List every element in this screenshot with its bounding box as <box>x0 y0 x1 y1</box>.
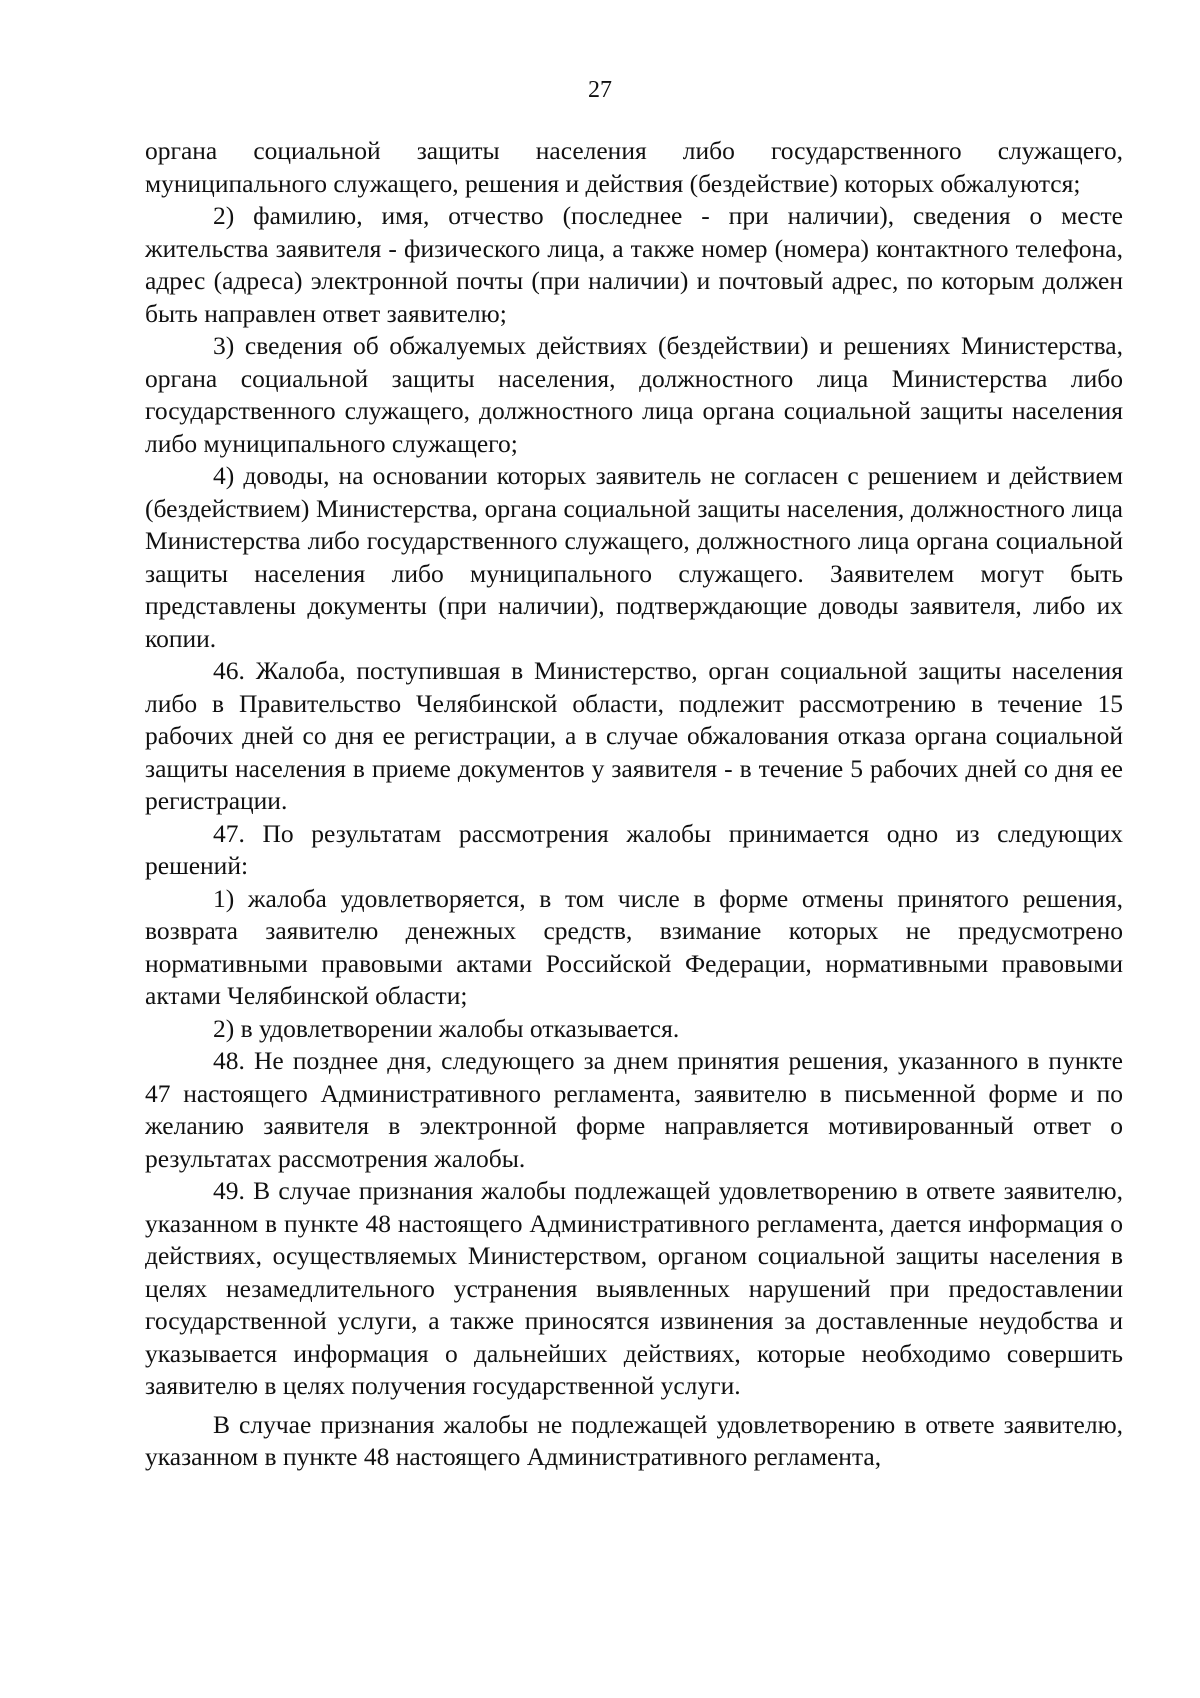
paragraph-continuation: органа социальной защиты населения либо государственного служащего, муниципального служащего, решения и действия (бездействие) которых обжалуются; <box>145 136 1123 198</box>
paragraph-item-3: 3) сведения об обжалуемых действиях (бездействии) и решениях Министерства, органа социальной защиты населения, должностного лица Министерства либо государственного служащего, должностного лица органа социальной защиты населения либо муниципального служащего; <box>145 331 1123 458</box>
paragraph-section-48: 48. Не позднее дня, следующего за днем принятия решения, указанного в пункте 47 настоящего Административного регламента, заявителю в письменной форме и по желанию заявителя в электронной форме направляется мотивированный ответ о результатах рассмотрения жалобы. <box>145 1046 1123 1173</box>
paragraph-section-47: 47. По результатам рассмотрения жалобы принимается одно из следующих решений: <box>145 818 1123 880</box>
paragraph-section-46: 46. Жалоба, поступившая в Министерство, орган социальной защиты населения либо в Правительство Челябинской области, подлежит рассмотрению в течение 15 рабочих дней со дня ее регистрации, а в случае обжалования отказа органа социальной защиты населения в приеме документов у заявителя - в течение 5 рабочих дней со дня ее регистрации. <box>145 656 1123 815</box>
paragraph-decision-1: 1) жалоба удовлетворяется, в том числе в форме отмены принятого решения, возврата заявителю денежных средств, взимание которых не предусмотрено нормативными правовыми актами Российской Федерации, нормативными правовыми актами Челябинской области; <box>145 883 1123 1010</box>
paragraph-item-4: 4) доводы, на основании которых заявитель не согласен с решением и действием (бездействием) Министерства, органа социальной защиты населения, должностного лица Министерства либо государственного служащего, должностного лица органа социальной защиты населения либо муниципального служащего. Заявителем могут быть представлены документы (при наличии), подтверждающие доводы заявителя, либо их копии. <box>145 461 1123 653</box>
paragraph-section-49: 49. В случае признания жалобы подлежащей удовлетворению в ответе заявителю, указанном в пункте 48 настоящего Административного регламента, дается информация о действиях, осуществляемых Министерством, органом социальной защиты населения в целях незамедлительного устранения выявленных нарушений при предоставлении государственной услуги, а также приносятся извинения за доставленные неудобства и указывается информация о дальнейших действиях, которые необходимо совершить заявителю в целях получения государственной услуги. <box>145 1176 1123 1400</box>
paragraph-decision-2: 2) в удовлетворении жалобы отказывается. <box>213 1013 680 1043</box>
document-body <box>145 135 1123 1474</box>
paragraph-rejection-case: В случае признания жалобы не подлежащей удовлетворению в ответе заявителю, указанном в пункте 48 настоящего Административного регламента, <box>145 1409 1123 1471</box>
page-number: 27 <box>588 77 612 103</box>
paragraph-item-2: 2) фамилию, имя, отчество (последнее - при наличии), сведения о месте жительства заявителя - физического лица, а также номер (номера) контактного телефона, адрес (адреса) электронной почты (при наличии) и почтовый адрес, по которым должен быть направлен ответ заявителю; <box>145 201 1123 328</box>
